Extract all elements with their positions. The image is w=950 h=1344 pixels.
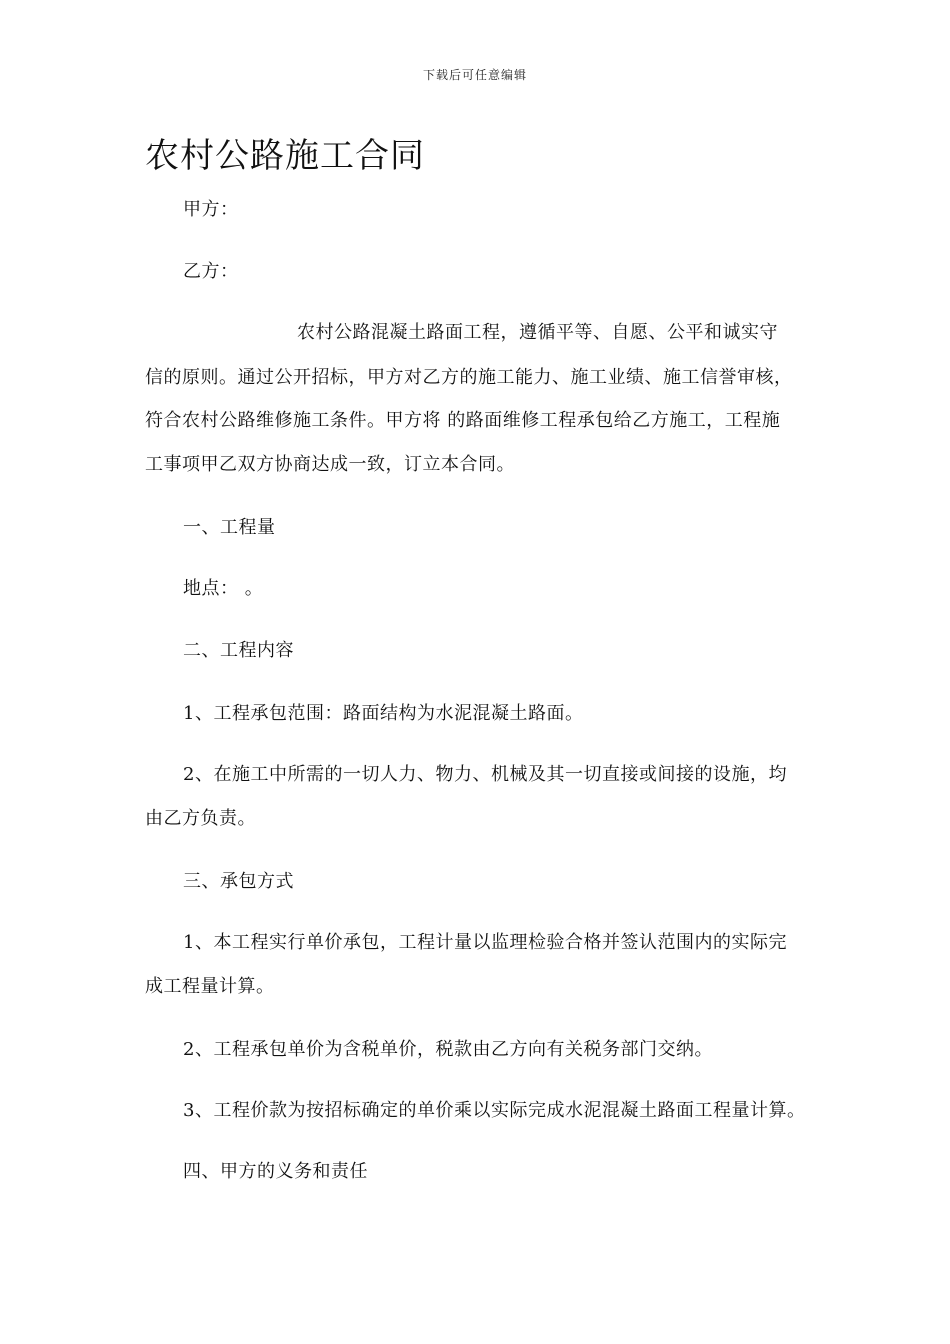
section2-item2-line1: 2、在施工中所需的一切人力、物力、机械及其一切直接或间接的设施，均 [183, 764, 787, 785]
document-title: 农村公路施工合同 [145, 136, 425, 176]
intro-line-2: 信的原则。通过公开招标，甲方对乙方的施工能力、施工业绩、施工信誉审核， [145, 367, 793, 388]
header-note: 下载后可任意编辑 [422, 68, 527, 82]
section4-heading: 四、甲方的义务和责任 [183, 1161, 368, 1182]
intro-line-1: 农村公路混凝土路面工程，遵循平等、自愿、公平和诚实守 [297, 322, 778, 343]
party-a-label: 甲方： [183, 199, 239, 220]
section2-item1: 1、工程承包范围：路面结构为水泥混凝土路面。 [183, 703, 584, 724]
intro-line-4: 工事项甲乙双方协商达成一致，订立本合同。 [145, 454, 515, 475]
section3-item1-line1: 1、本工程实行单价承包，工程计量以监理检验合格并签认范围内的实际完 [183, 932, 787, 953]
section3-item2: 2、工程承包单价为含税单价，税款由乙方向有关税务部门交纳。 [183, 1039, 713, 1060]
section3-item3: 3、工程价款为按招标确定的单价乘以实际完成水泥混凝土路面工程量计算。 [183, 1100, 806, 1121]
section3-item1-line2: 成工程量计算。 [145, 976, 275, 997]
section2-heading: 二、工程内容 [183, 640, 294, 661]
party-b-label: 乙方： [183, 261, 239, 282]
section1-heading: 一、工程量 [183, 517, 276, 538]
intro-line-3: 符合农村公路维修施工条件。甲方将 的路面维修工程承包给乙方施工，工程施 [145, 410, 781, 431]
section1-location: 地点： 。 [183, 578, 264, 599]
section2-item2-line2: 由乙方负责。 [145, 808, 256, 829]
section3-heading: 三、承包方式 [183, 871, 294, 892]
